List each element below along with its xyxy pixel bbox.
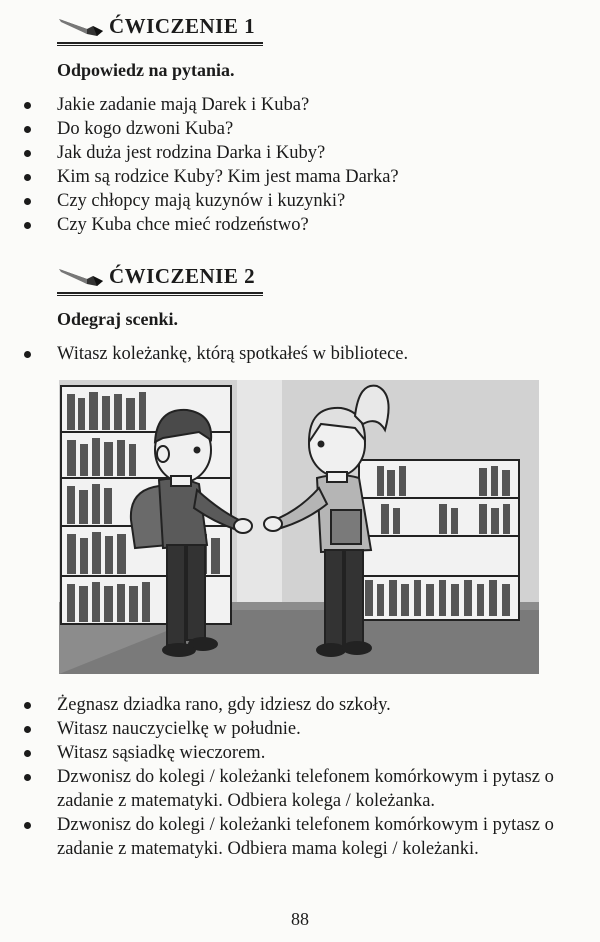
bullet (24, 198, 31, 205)
exercise-1-questions (0, 93, 587, 237)
heading-underline (57, 292, 263, 296)
bullet (24, 750, 31, 757)
heading-underline (57, 42, 263, 46)
bullet (24, 351, 31, 358)
bullet (24, 222, 31, 229)
exercise-2-title: ĆWICZENIE 2 (109, 264, 256, 288)
bullet (24, 822, 31, 829)
bullet (24, 150, 31, 157)
bullet (24, 102, 31, 109)
exercise-2-instruction: Odegraj scenki. (57, 309, 178, 329)
list-item: Kim są rodzice Kuby? Kim jest mama Darka? (0, 165, 587, 189)
bullet (24, 126, 31, 133)
exercise-2-first-scene (0, 342, 587, 366)
list-item: Czy Kuba chce mieć rodzeństwo? (0, 213, 587, 237)
pen-icon (57, 16, 105, 38)
list-item: Witasz sąsiadkę wieczorem. (0, 741, 587, 765)
list-item: Dzwonisz do kolegi / koleżanki telefonem komórkowym i pytasz o zadanie z matematyki. Odbiera mama kolegi / koleżanki. (0, 813, 587, 861)
library-handshake-illustration (59, 380, 539, 674)
list-item: Witasz nauczycielkę w południe. (0, 717, 587, 741)
page-number: 88 (291, 909, 309, 929)
exercise-2-scenes (0, 693, 587, 861)
exercise-1-title: ĆWICZENIE 1 (109, 14, 256, 38)
exercise-1-instruction: Odpowiedz na pytania. (57, 60, 235, 80)
list-item: Czy chłopcy mają kuzynów i kuzynki? (0, 189, 587, 213)
list-item: Żegnasz dziadka rano, gdy idziesz do szkoły. (0, 693, 587, 717)
list-item: Dzwonisz do kolegi / koleżanki telefonem komórkowym i pytasz o zadanie z matematyki. Odbiera kolega / koleżanka. (0, 765, 587, 813)
list-item: Witasz koleżankę, którą spotkałeś w bibliotece. (0, 342, 587, 366)
bullet (24, 774, 31, 781)
pen-icon (57, 266, 105, 288)
list-item: Do kogo dzwoni Kuba? (0, 117, 587, 141)
right-bookshelf (359, 460, 519, 620)
bullet (24, 702, 31, 709)
bullet (24, 174, 31, 181)
list-item: Jakie zadanie mają Darek i Kuba? (0, 93, 587, 117)
list-item: Jak duża jest rodzina Darka i Kuby? (0, 141, 587, 165)
bullet (24, 726, 31, 733)
